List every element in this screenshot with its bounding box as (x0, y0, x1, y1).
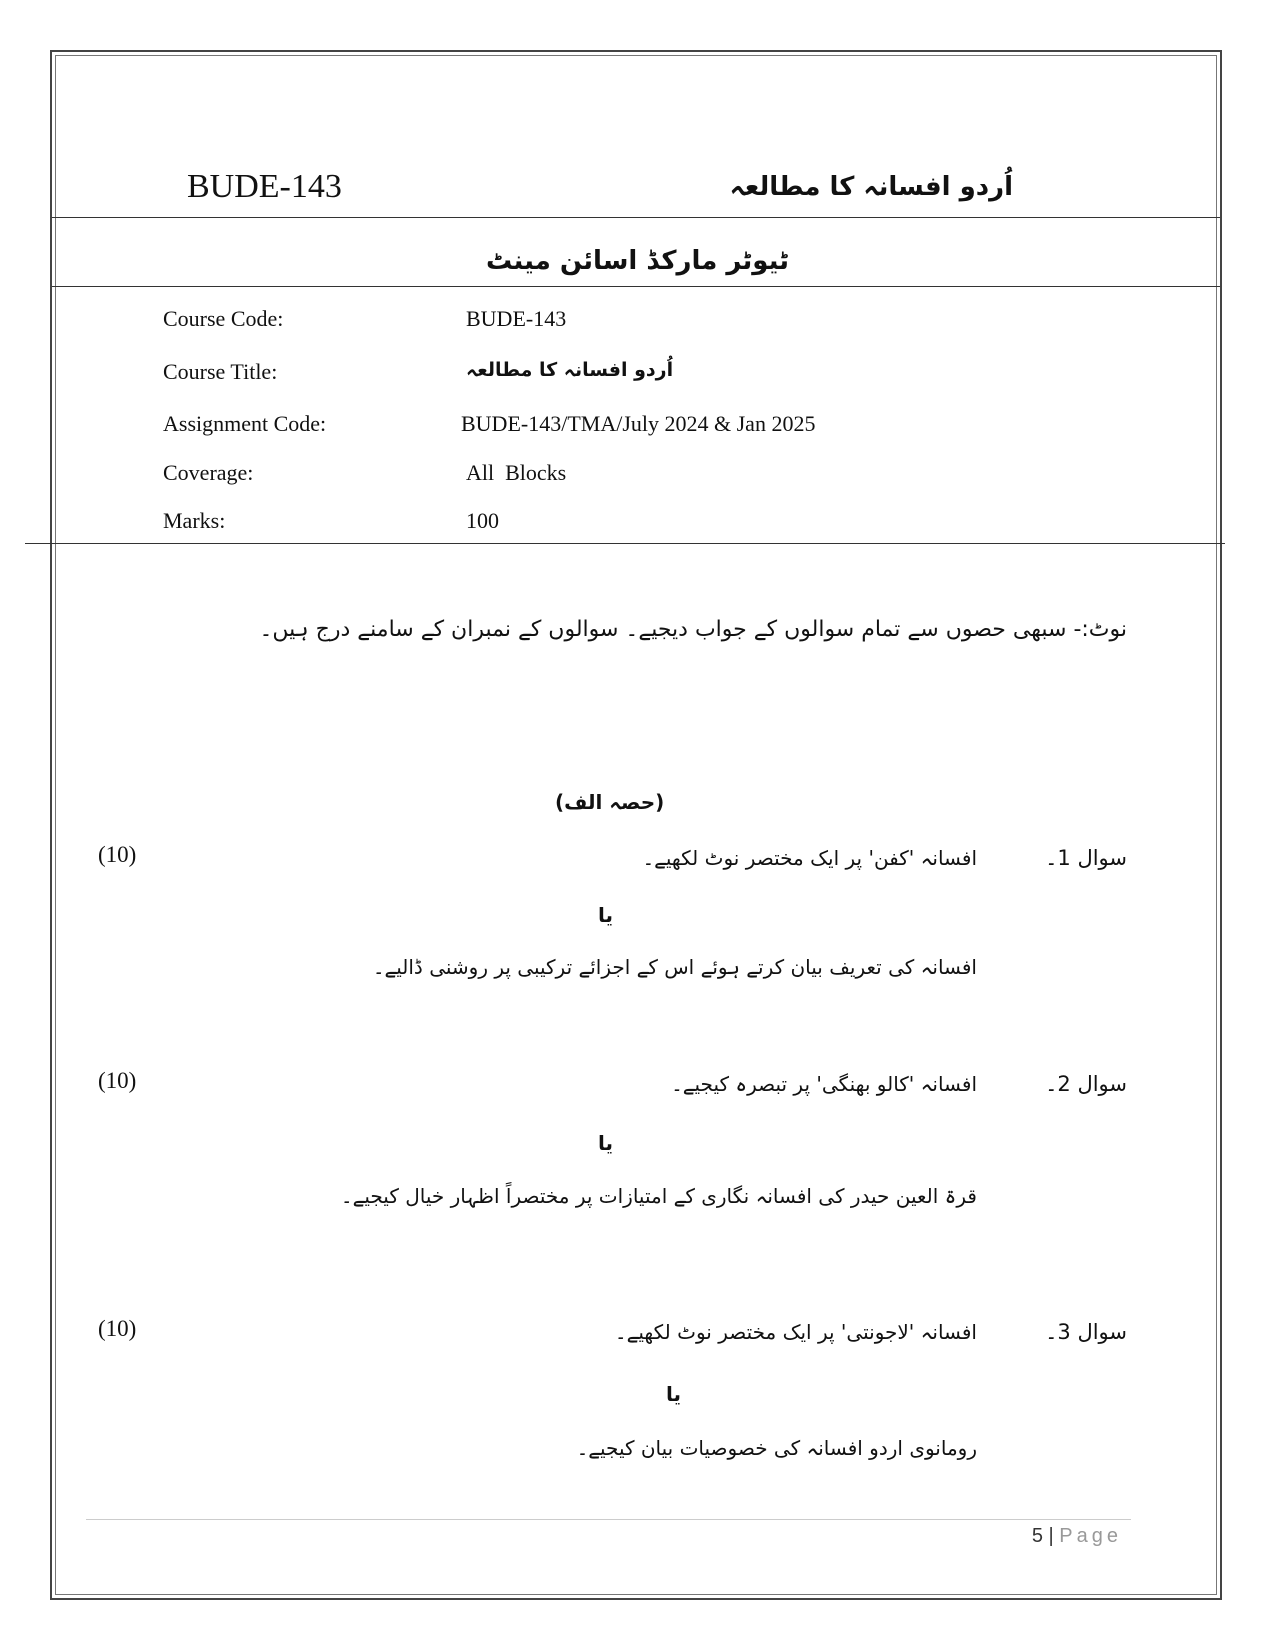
coverage-value: All Blocks (466, 460, 567, 485)
question-1-marks: (10) (98, 842, 137, 867)
course-title-value: اُردو افسانہ کا مطالعہ (466, 359, 674, 381)
question-1-label: سوال 1۔ (1045, 846, 1127, 870)
header-divider-bottom (52, 286, 1220, 287)
question-1-alt-text: افسانہ کی تعریف بیان کرتے ہوئے اس کے اجزائے ترکیبی پر روشنی ڈالیے۔ (372, 955, 977, 979)
course-code-label: Course Code: (163, 306, 284, 331)
question-2-alt-text: قرۃ العین حیدر کی افسانہ نگاری کے امتیازات پر مختصراً اظہار خیال کیجیے۔ (340, 1184, 977, 1208)
assignment-code-value: BUDE-143/TMA/July 2024 & Jan 2025 (461, 411, 816, 436)
page-word: Page (1059, 1525, 1122, 1547)
assignment-title: ٹیوٹر مارکڈ اسائن مینٹ (486, 246, 789, 276)
question-2-label: سوال 2۔ (1045, 1072, 1127, 1096)
instructions-note: نوٹ:- سبھی حصوں سے تمام سوالوں کے جواب دیجیے۔ سوالوں کے نمبران کے سامنے درج ہیں۔ (259, 617, 1127, 642)
info-divider (25, 543, 1225, 544)
header-course-title: اُردو افسانہ کا مطالعہ (729, 172, 1013, 202)
assignment-code-label: Assignment Code: (163, 411, 327, 436)
question-3-or: یا (666, 1382, 682, 1406)
question-3-label: سوال 3۔ (1045, 1320, 1127, 1344)
footer-divider (86, 1519, 1131, 1520)
question-1-or: یا (598, 903, 614, 927)
question-2-text: افسانہ 'کالو بھنگی' پر تبصرہ کیجیے۔ (671, 1072, 977, 1096)
question-3-text: افسانہ 'لاجونتی' پر ایک مختصر نوٹ لکھیے۔ (614, 1320, 977, 1344)
marks-label: Marks: (163, 508, 226, 533)
page-separator: | (1048, 1525, 1054, 1547)
course-code-value: BUDE-143 (466, 306, 567, 331)
section-title: (حصہ الف) (555, 790, 665, 814)
marks-value: 100 (466, 508, 499, 533)
coverage-label: Coverage: (163, 460, 254, 485)
question-3-alt-text: رومانوی اردو افسانہ کی خصوصیات بیان کیجیے۔ (576, 1436, 977, 1460)
question-3-marks: (10) (98, 1316, 137, 1341)
header-divider-top (52, 217, 1220, 218)
question-2-or: یا (598, 1131, 614, 1155)
header-course-code: BUDE-143 (187, 168, 342, 205)
question-2-marks: (10) (98, 1068, 137, 1093)
course-title-label: Course Title: (163, 359, 278, 384)
question-1-text: افسانہ 'کفن' پر ایک مختصر نوٹ لکھیے۔ (642, 846, 977, 870)
page-number: 5 (1031, 1525, 1043, 1547)
page-footer (1032, 1525, 1122, 1548)
